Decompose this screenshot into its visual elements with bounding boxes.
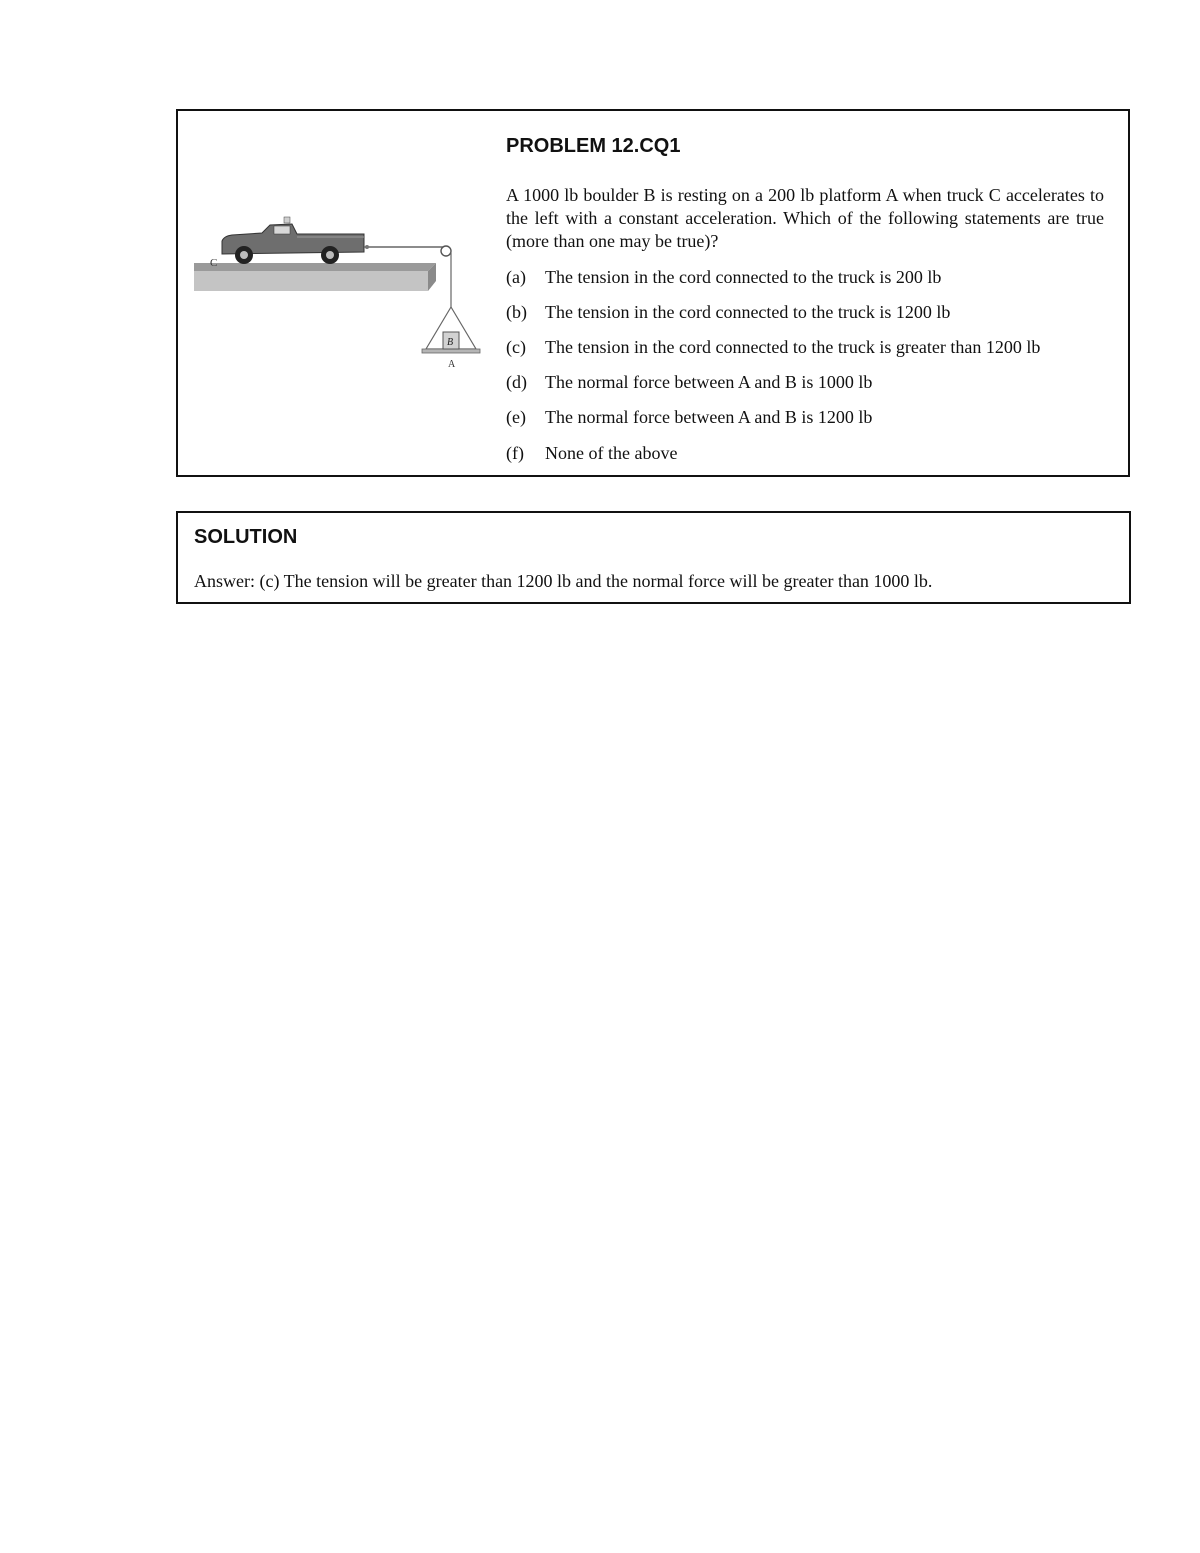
option-b <box>506 301 1116 323</box>
option-label: (c) <box>506 337 526 357</box>
option-text: The normal force between A and B is 1000 lb <box>545 372 873 392</box>
option-label: (b) <box>506 302 527 322</box>
option-text: None of the above <box>545 443 678 463</box>
option-label: (a) <box>506 267 526 287</box>
ground-block <box>194 271 428 291</box>
hitch <box>365 245 369 249</box>
option-c <box>506 336 1116 358</box>
pulley <box>441 246 451 256</box>
option-label: (f) <box>506 443 524 463</box>
option-label: (e) <box>506 407 526 427</box>
option-a <box>506 266 1116 288</box>
option-label: (d) <box>506 372 527 392</box>
platform-a <box>422 349 480 353</box>
option-e <box>506 406 1116 428</box>
problem-statement: A 1000 lb boulder B is resting on a 200 lb platform A when truck C accelerates to the left with a constant acceleration. Which of the following statements are true (more than one may be true)? <box>506 185 1104 251</box>
option-text: The tension in the cord connected to the truck is 1200 lb <box>545 302 951 322</box>
option-text: The normal force between A and B is 1200 lb <box>545 407 873 427</box>
truck-c <box>222 217 364 264</box>
label-c: C <box>210 257 218 269</box>
solution-box <box>176 511 1131 604</box>
solution-answer: Answer: (c) The tension will be greater than 1200 lb and the normal force will be greater than 1000 lb. <box>194 571 933 591</box>
truck-pulley-figure <box>192 209 488 379</box>
problem-box <box>176 109 1130 477</box>
option-text: The tension in the cord connected to the truck is greater than 1200 lb <box>545 337 1041 357</box>
problem-heading: PROBLEM 12.CQ1 <box>506 135 681 157</box>
option-d <box>506 371 1116 393</box>
solution-heading: SOLUTION <box>194 526 298 548</box>
ground-top-surface <box>194 263 436 271</box>
label-a: A <box>448 359 456 370</box>
option-f <box>506 442 1116 464</box>
label-b: B <box>447 337 454 348</box>
option-text: The tension in the cord connected to the truck is 200 lb <box>545 267 942 287</box>
